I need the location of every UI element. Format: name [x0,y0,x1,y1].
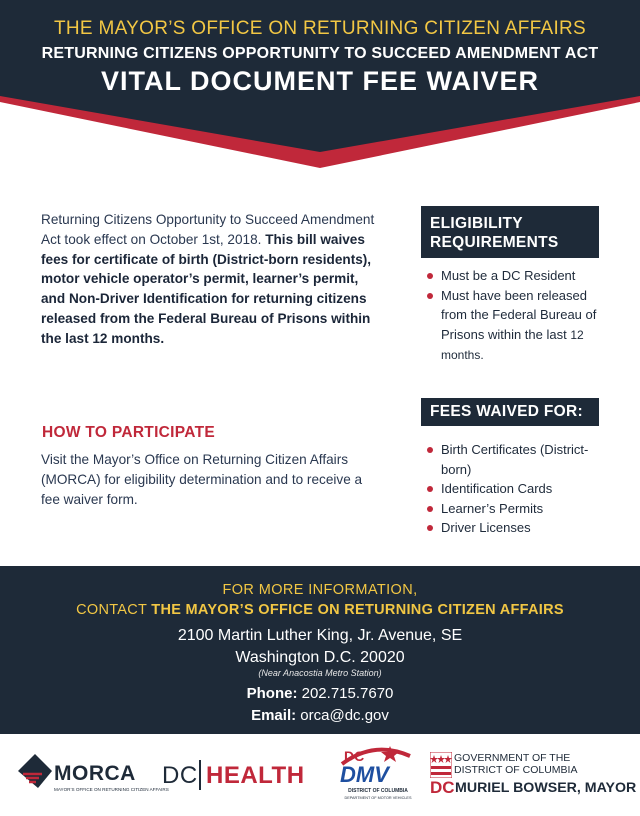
morca-subtitle: MAYOR’S OFFICE ON RETURNING CITIZEN AFFAIRS [54,787,169,792]
mayor-name: MURIEL BOWSER, MAYOR [455,780,637,796]
list-item [426,518,606,538]
eligibility-item-text: Must have been released from the Federal Bureau of Prisons within the last [441,287,597,342]
list-item [426,479,606,499]
gov-line-2: DISTRICT OF COLUMBIA [454,764,578,776]
fees-list [426,440,606,538]
list-item [426,499,606,519]
contact-org: THE MAYOR’S OFFICE ON RETURNING CITIZEN AFFAIRS [151,602,564,618]
dc-flag-icon [430,752,452,778]
fee-item-text: Identification Cards [441,481,553,497]
eligibility-heading-box [421,206,599,258]
bullet-icon [427,506,433,512]
eligibility-list [426,266,606,366]
fee-item-text: Learner’s Permits [441,500,544,516]
dmv-subtitle: DISTRICT OF COLUMBIA [348,788,408,794]
phone-label: Phone: [246,685,298,702]
dmv-dc-text: DC [344,748,365,764]
fees-heading-box [421,398,599,426]
intro-text: Returning Citizens Opportunity to Succeed Amendment Act took effect on October 1st, 2018. [41,212,375,247]
intro-bold-text: This bill waives fees for certificate of birth (District-born residents), motor vehicle operator’s permit, learner’s permit, and Non-Driver Identification for returning citizens released from the Federal Bureau of Prisons within the last 12 months. [41,231,372,346]
fee-item-text: Driver Licenses [441,520,531,536]
contact-prefix: CONTACT [76,602,147,618]
header-org-name: THE MAYOR’S OFFICE ON RETURNING CITIZEN AFFAIRS [53,18,587,39]
eligibility-item-tail: 12 months. [441,327,584,363]
list-item [426,440,606,479]
header-act-name: RETURNING CITIZENS OPPORTUNITY TO SUCCEED AMENDMENT ACT [41,45,599,62]
more-info-heading: FOR MORE INFORMATION, [222,582,418,598]
eligibility-item-text: Must be a DC Resident [441,268,576,283]
eligibility-heading: ELIGIBILITY REQUIREMENTS [430,215,559,251]
fees-heading: FEES WAIVED FOR: [430,403,583,420]
dmv-wordmark: DMV [340,762,389,787]
dc-health-dc: DC [162,762,198,789]
morca-logo [18,752,169,798]
header-banner [0,0,640,175]
how-to-participate-heading: HOW TO PARTICIPATE [42,424,216,441]
dmv-subtitle-2: DEPARTMENT OF MOTOR VEHICLES [344,796,412,800]
bullet-icon [427,447,433,453]
phone-number[interactable]: 202.715.7670 [301,685,394,702]
email-line [0,707,640,724]
gov-line-1: GOVERNMENT OF THE [454,752,571,764]
logos-bar [0,734,640,816]
email-address[interactable]: orca@dc.gov [300,707,389,724]
how-to-participate-text: Visit the Mayor’s Office on Returning Citizen Affairs (MORCA) for eligibility determination and to receive a fee waiver form. [41,452,363,508]
list-item [426,286,606,366]
phone-line [0,685,640,702]
dc-health-logo [162,756,328,792]
address-note: (Near Anacostia Metro Station) [258,668,382,678]
bullet-icon [427,486,433,492]
page-title: VITAL DOCUMENT FEE WAIVER [100,66,539,96]
dc-health-word: HEALTH [206,762,305,789]
address-line-1: 2100 Martin Luther King, Jr. Avenue, SE [177,627,463,644]
bullet-icon [427,273,433,279]
address-line-2: Washington D.C. 20020 [235,649,405,666]
list-item [426,266,606,286]
dc-map-icon [18,754,52,796]
dc-health-divider [199,760,201,790]
bullet-icon [427,525,433,531]
morca-wordmark: MORCA [54,762,136,785]
bullet-icon [427,293,433,299]
email-label: Email: [251,707,297,724]
intro-paragraph [41,210,376,349]
contact-line [0,602,640,618]
dc-dmv-logo [338,744,414,808]
gov-dc-text: DC [430,778,455,797]
fee-item-text: Birth Certificates (District-born) [441,442,589,477]
dc-government-logo [428,750,637,800]
